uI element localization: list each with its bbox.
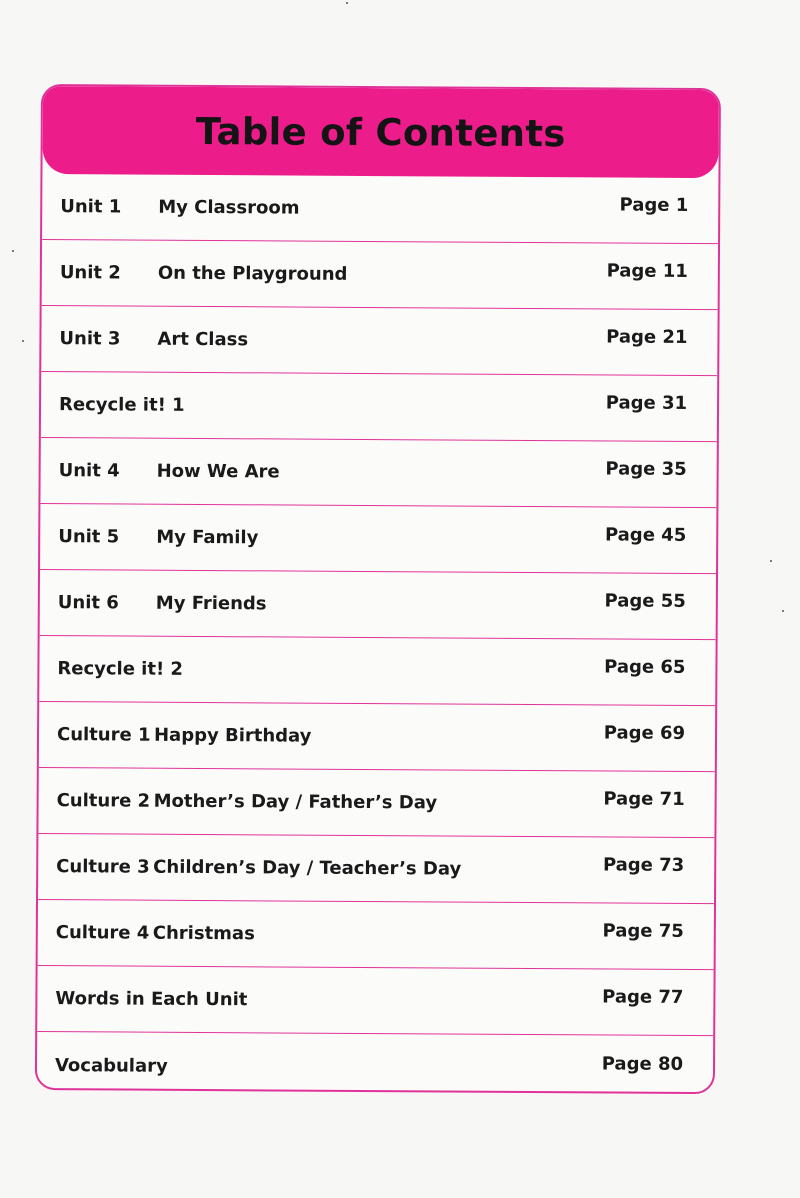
scan-speck (770, 560, 772, 562)
toc-row-title: Children’s Day / Teacher’s Day (153, 856, 462, 880)
toc-row-title: My Friends (155, 592, 267, 615)
toc-row-page: Page 21 (606, 326, 688, 348)
toc-row-unit-3[interactable] (41, 306, 717, 376)
toc-row-title: Art Class (157, 328, 249, 351)
toc-row-vocabulary[interactable] (37, 1032, 713, 1094)
toc-row-page: Page 55 (604, 590, 686, 612)
toc-row-unit-5[interactable] (40, 504, 716, 574)
toc-row-label: Unit 1 (60, 196, 122, 218)
toc-row-label: Unit 4 (58, 460, 120, 482)
toc-row-title (185, 405, 606, 408)
toc-row-title: How We Are (156, 460, 280, 483)
toc-row-title (247, 1000, 602, 1002)
toc-row-unit-1[interactable] (42, 174, 718, 244)
toc-row-label: Culture 4 (55, 922, 150, 944)
table-of-contents (35, 84, 721, 1094)
toc-row-unit-6[interactable] (40, 570, 716, 640)
toc-row-page: Page 35 (605, 458, 687, 480)
toc-row-unit-2[interactable] (42, 240, 718, 310)
toc-row-page: Page 1 (619, 194, 689, 216)
toc-row-page: Page 11 (606, 260, 688, 282)
toc-row-label: Recycle it! 2 (57, 658, 184, 680)
scan-speck (12, 250, 14, 252)
toc-row-label: Unit 6 (57, 592, 119, 614)
toc-row-title: On the Playground (157, 262, 348, 285)
toc-row-title: Christmas (152, 922, 255, 945)
toc-row-page: Page 31 (605, 392, 688, 414)
toc-row-culture-4[interactable] (38, 900, 714, 970)
scan-speck (782, 610, 784, 612)
toc-row-label: Culture 3 (56, 856, 150, 878)
toc-row-page: Page 80 (601, 1052, 684, 1075)
toc-header (42, 86, 719, 178)
toc-row-culture-3[interactable] (38, 834, 714, 904)
scan-speck (346, 2, 348, 4)
toc-row-label: Recycle it! 1 (58, 394, 185, 416)
toc-row-label: Vocabulary (54, 1054, 168, 1077)
toc-row-title: My Family (156, 526, 259, 549)
toc-row-label: Words in Each Unit (55, 988, 248, 1011)
toc-row-page: Page 75 (602, 920, 684, 942)
toc-row-title (168, 1066, 602, 1069)
toc-row-label: Unit 2 (59, 262, 121, 284)
toc-row-label: Culture 2 (56, 790, 151, 812)
toc-row-unit-4[interactable] (40, 438, 716, 508)
scan-speck (22, 340, 24, 342)
toc-row-title (183, 669, 604, 672)
toc-row-words-in-each-unit[interactable] (37, 966, 713, 1036)
toc-row-title: My Classroom (158, 196, 300, 219)
toc-row-label: Unit 5 (58, 526, 120, 548)
toc-row-culture-2[interactable] (38, 768, 714, 838)
toc-row-recycle-1[interactable] (41, 372, 717, 442)
toc-row-page: Page 69 (603, 722, 686, 744)
toc-row-recycle-2[interactable] (39, 636, 715, 706)
toc-row-label: Unit 3 (59, 328, 121, 350)
toc-row-label: Culture 1 (56, 724, 151, 746)
toc-row-title: Mother’s Day / Father’s Day (153, 790, 438, 814)
toc-row-page: Page 65 (604, 656, 686, 678)
toc-row-title: Happy Birthday (153, 724, 312, 747)
page-title: Table of Contents (195, 109, 566, 155)
toc-row-page: Page 45 (604, 524, 687, 546)
toc-row-page: Page 73 (602, 854, 685, 876)
toc-list (37, 174, 719, 1094)
toc-row-page: Page 77 (602, 986, 684, 1008)
toc-row-page: Page 71 (603, 788, 685, 810)
toc-row-culture-1[interactable] (39, 702, 715, 772)
